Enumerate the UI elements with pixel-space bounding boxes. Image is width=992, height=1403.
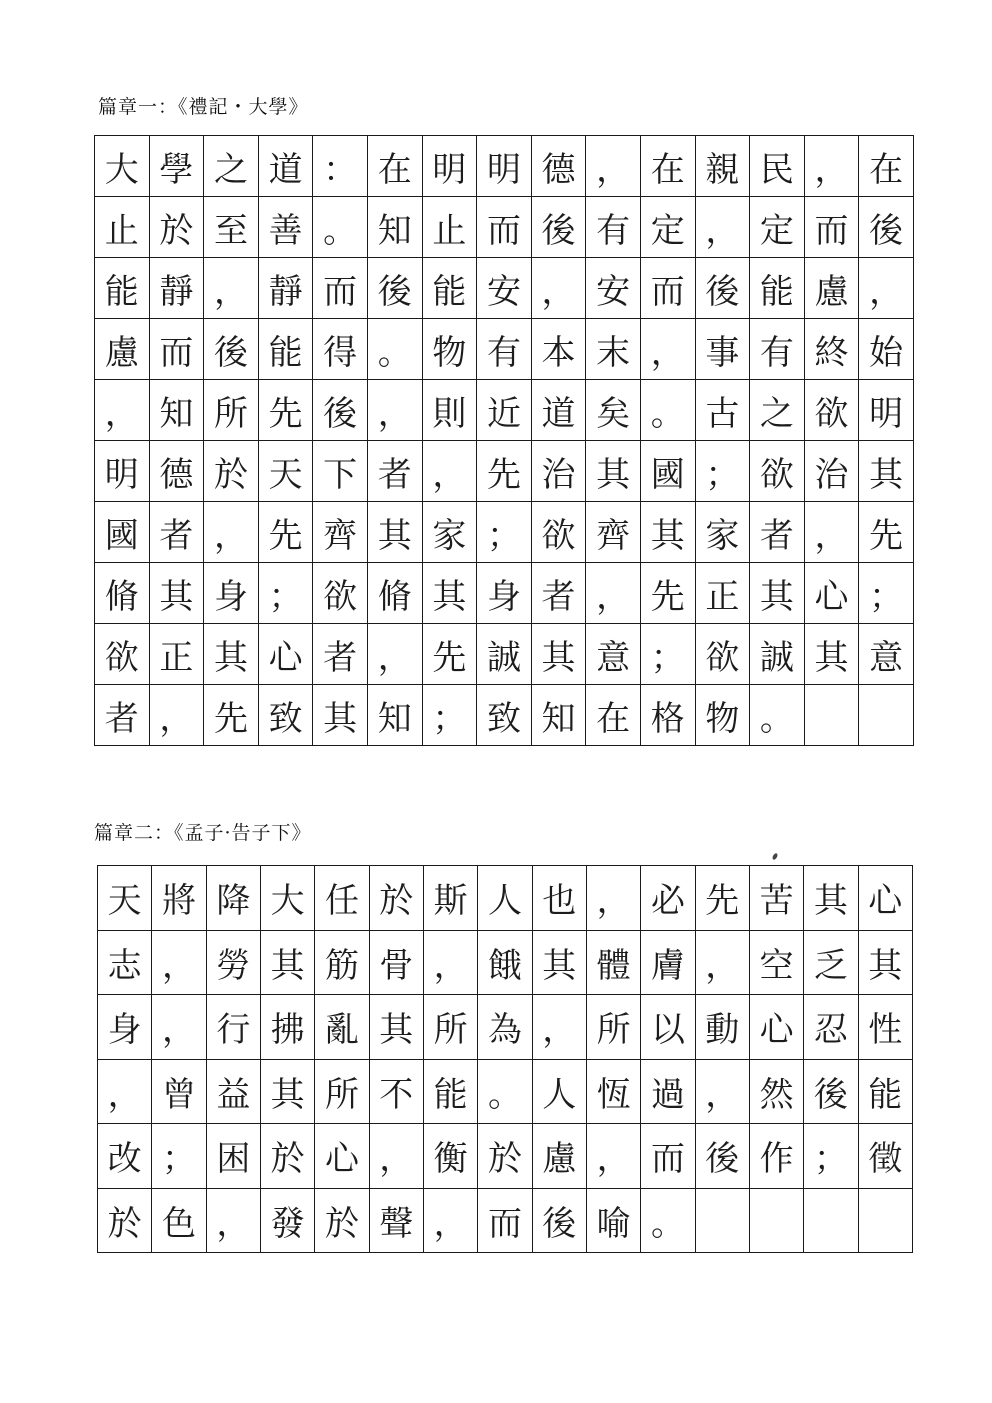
grid-cell: 其 (313, 685, 368, 746)
grid-cell: 餓 (478, 930, 532, 995)
grid-cell: 治 (804, 441, 859, 502)
grid-cell: 者 (367, 441, 422, 502)
grid-cell: 後 (531, 197, 586, 258)
grid-row (98, 995, 913, 1060)
grid-cell: 欲 (695, 624, 750, 685)
grid-cell: 其 (804, 866, 858, 931)
grid-cell: ， (695, 197, 750, 258)
grid-cell: ， (586, 136, 641, 197)
grid-cell: 徵 (858, 1124, 912, 1189)
grid-cell: 在 (586, 685, 641, 746)
grid-cell: 行 (206, 995, 260, 1060)
grid-cell: 後 (695, 1124, 749, 1189)
grid-cell: 善 (258, 197, 313, 258)
grid-cell: ， (640, 319, 695, 380)
grid-cell: ， (804, 136, 859, 197)
grid-cell: 益 (206, 1059, 260, 1124)
grid-cell: 明 (477, 136, 532, 197)
grid-cell: 之 (750, 380, 805, 441)
grid-cell: 先 (258, 502, 313, 563)
grid-cell: 至 (204, 197, 259, 258)
grid-cell: 體 (586, 930, 640, 995)
grid-cell: 降 (206, 866, 260, 931)
grid-cell: 於 (204, 441, 259, 502)
grid-cell: ， (422, 441, 477, 502)
grid-cell: 所 (423, 995, 477, 1060)
grid-cell: ， (531, 258, 586, 319)
grid-cell: 格 (640, 685, 695, 746)
grid-cell: 意 (586, 624, 641, 685)
grid-cell: 亂 (315, 995, 369, 1060)
grid-cell: 大 (95, 136, 150, 197)
grid-cell: 勞 (206, 930, 260, 995)
grid-cell: 道 (531, 380, 586, 441)
grid-cell: 定 (640, 197, 695, 258)
grid-cell: 先 (640, 563, 695, 624)
grid-cell: 先 (422, 624, 477, 685)
grid-cell (749, 1188, 803, 1253)
grid-cell: 發 (260, 1188, 314, 1253)
grid-cell: 。 (641, 1188, 695, 1253)
grid-cell: 而 (149, 319, 204, 380)
grid-cell: 者 (95, 685, 150, 746)
grid-row (98, 1059, 913, 1124)
grid-cell: 其 (859, 441, 914, 502)
grid-cell: 必 (641, 866, 695, 931)
grid-cell: 性 (858, 995, 912, 1060)
grid-cell: 物 (695, 685, 750, 746)
grid-cell: 慮 (532, 1124, 586, 1189)
grid-row (95, 441, 914, 502)
grid-cell: 而 (804, 197, 859, 258)
grid-cell: 下 (313, 441, 368, 502)
grid-cell: 所 (315, 1059, 369, 1124)
grid-cell: 者 (313, 624, 368, 685)
grid-cell: 色 (152, 1188, 206, 1253)
grid-cell: 正 (695, 563, 750, 624)
grid-cell: 先 (204, 685, 259, 746)
grid-cell: 困 (206, 1124, 260, 1189)
grid-cell: 正 (149, 624, 204, 685)
grid-cell: 欲 (313, 563, 368, 624)
grid-cell: 為 (478, 995, 532, 1060)
grid-cell: ， (98, 1059, 152, 1124)
grid-cell: 心 (258, 624, 313, 685)
grid-cell: 於 (260, 1124, 314, 1189)
grid-cell: 而 (313, 258, 368, 319)
grid-cell: 能 (750, 258, 805, 319)
grid-cell: 衡 (423, 1124, 477, 1189)
grid-cell: 家 (695, 502, 750, 563)
grid-cell: 治 (531, 441, 586, 502)
grid-cell: ： (313, 136, 368, 197)
grid-cell: 。 (478, 1059, 532, 1124)
grid-cell: 靜 (149, 258, 204, 319)
grid-cell: 拂 (260, 995, 314, 1060)
grid-cell: ； (695, 441, 750, 502)
grid-cell: 苦 (749, 866, 803, 931)
grid-row (95, 624, 914, 685)
grid-cell: 物 (422, 319, 477, 380)
grid-cell: 矣 (586, 380, 641, 441)
grid-cell: 知 (149, 380, 204, 441)
grid-cell: 其 (369, 995, 423, 1060)
grid-cell: 天 (98, 866, 152, 931)
grid-row (95, 563, 914, 624)
grid-cell: 後 (859, 197, 914, 258)
grid-cell: ， (695, 930, 749, 995)
grid-cell: 也 (532, 866, 586, 931)
grid-cell: 有 (750, 319, 805, 380)
grid-cell: 所 (204, 380, 259, 441)
grid-cell: ； (152, 1124, 206, 1189)
grid-cell: 本 (531, 319, 586, 380)
grid-cell: 曾 (152, 1059, 206, 1124)
grid-cell: 德 (149, 441, 204, 502)
grid-cell: 其 (532, 930, 586, 995)
grid-cell: 者 (531, 563, 586, 624)
grid-cell: 在 (859, 136, 914, 197)
grid-cell: 其 (750, 563, 805, 624)
grid-cell: 民 (750, 136, 805, 197)
grid-cell: ， (206, 1188, 260, 1253)
grid-cell: ； (477, 502, 532, 563)
grid-cell: 學 (149, 136, 204, 197)
grid-cell: ， (586, 563, 641, 624)
grid-cell: 有 (477, 319, 532, 380)
grid-cell: 於 (149, 197, 204, 258)
grid-cell (859, 685, 914, 746)
grid-row (95, 136, 914, 197)
grid-cell: 欲 (95, 624, 150, 685)
grid-cell: ， (586, 1124, 640, 1189)
writing-grid-2 (97, 865, 913, 1253)
grid-cell: 心 (804, 563, 859, 624)
grid-cell: 其 (204, 624, 259, 685)
grid-cell: 先 (859, 502, 914, 563)
grid-cell: 國 (640, 441, 695, 502)
grid-cell (695, 1188, 749, 1253)
grid-cell: 脩 (95, 563, 150, 624)
grid-cell: 而 (477, 197, 532, 258)
grid-cell: 後 (367, 258, 422, 319)
grid-cell: 止 (422, 197, 477, 258)
grid-cell: ， (152, 995, 206, 1060)
grid-cell: 而 (641, 1124, 695, 1189)
grid-cell: ， (204, 502, 259, 563)
grid-cell: 誠 (750, 624, 805, 685)
grid-cell: 忍 (804, 995, 858, 1060)
grid-cell: ， (204, 258, 259, 319)
grid-cell: 身 (477, 563, 532, 624)
grid-cell: 慮 (804, 258, 859, 319)
grid-cell: 欲 (750, 441, 805, 502)
grid-cell: ， (369, 1124, 423, 1189)
grid-cell: ， (804, 502, 859, 563)
grid-cell: 於 (98, 1188, 152, 1253)
grid-cell: ； (258, 563, 313, 624)
grid-cell: 心 (749, 995, 803, 1060)
grid-cell: 將 (152, 866, 206, 931)
grid-cell: 靜 (258, 258, 313, 319)
grid-cell: ； (422, 685, 477, 746)
grid-cell: 後 (313, 380, 368, 441)
grid-cell: 。 (640, 380, 695, 441)
grid-cell: 能 (858, 1059, 912, 1124)
grid-cell: 古 (695, 380, 750, 441)
grid-cell: ， (152, 930, 206, 995)
grid-cell: 其 (422, 563, 477, 624)
grid-cell: 動 (695, 995, 749, 1060)
grid-cell: 不 (369, 1059, 423, 1124)
grid-row (95, 685, 914, 746)
grid-cell: 得 (313, 319, 368, 380)
grid-row (95, 258, 914, 319)
grid-cell: ， (367, 380, 422, 441)
grid-cell: 致 (477, 685, 532, 746)
grid-cell: 膚 (641, 930, 695, 995)
grid-cell: ， (586, 866, 640, 931)
grid-cell: 脩 (367, 563, 422, 624)
grid-cell: 而 (640, 258, 695, 319)
grid-cell: 親 (695, 136, 750, 197)
grid-cell: 後 (804, 1059, 858, 1124)
grid-cell: 慮 (95, 319, 150, 380)
section-title-1: 篇章一：《禮記・大學》 (98, 96, 309, 118)
grid-cell: ； (804, 1124, 858, 1189)
grid-cell: ， (367, 624, 422, 685)
grid-cell: 德 (531, 136, 586, 197)
grid-cell: 安 (586, 258, 641, 319)
grid-cell: 其 (640, 502, 695, 563)
grid-cell: 喻 (586, 1188, 640, 1253)
grid-cell (804, 685, 859, 746)
grid-cell: 先 (258, 380, 313, 441)
grid-cell: 安 (477, 258, 532, 319)
grid-cell: 。 (313, 197, 368, 258)
grid-cell: 國 (95, 502, 150, 563)
grid-cell: 止 (95, 197, 150, 258)
grid-cell: 恆 (586, 1059, 640, 1124)
grid-cell: 其 (260, 1059, 314, 1124)
grid-cell: 有 (586, 197, 641, 258)
grid-cell: 天 (258, 441, 313, 502)
grid-cell: 身 (98, 995, 152, 1060)
grid-cell: 筋 (315, 930, 369, 995)
grid-cell: 作 (749, 1124, 803, 1189)
grid-cell: 始 (859, 319, 914, 380)
grid-cell: ； (859, 563, 914, 624)
grid-cell: 然 (749, 1059, 803, 1124)
grid-cell: 斯 (423, 866, 477, 931)
grid-row (95, 319, 914, 380)
grid-cell: 者 (149, 502, 204, 563)
grid-cell (858, 1188, 912, 1253)
grid-cell: 終 (804, 319, 859, 380)
grid-cell: 其 (804, 624, 859, 685)
grid-cell: ， (423, 1188, 477, 1253)
grid-cell: 者 (750, 502, 805, 563)
grid-cell: 能 (258, 319, 313, 380)
grid-cell: 心 (315, 1124, 369, 1189)
section-title-2: 篇章二：《孟子·告子下》 (94, 822, 312, 844)
grid-cell: ； (640, 624, 695, 685)
grid-cell: ， (95, 380, 150, 441)
grid-cell: 心 (858, 866, 912, 931)
grid-cell: 在 (640, 136, 695, 197)
grid-cell: 其 (260, 930, 314, 995)
grid-cell: 人 (478, 866, 532, 931)
grid-cell: 之 (204, 136, 259, 197)
grid-cell: 明 (422, 136, 477, 197)
grid-cell: 知 (367, 197, 422, 258)
grid-cell: 末 (586, 319, 641, 380)
grid-cell: 聲 (369, 1188, 423, 1253)
grid-row (98, 1124, 913, 1189)
grid-cell: 先 (695, 866, 749, 931)
grid-cell: ， (149, 685, 204, 746)
grid-cell: 先 (477, 441, 532, 502)
grid-cell: 過 (641, 1059, 695, 1124)
grid-cell: 事 (695, 319, 750, 380)
grid-cell: 於 (315, 1188, 369, 1253)
grid-cell: 則 (422, 380, 477, 441)
grid-cell: 以 (641, 995, 695, 1060)
grid-cell: ， (532, 995, 586, 1060)
grid-cell: 志 (98, 930, 152, 995)
grid-cell: 其 (149, 563, 204, 624)
grid-cell: 其 (367, 502, 422, 563)
grid-cell: 齊 (586, 502, 641, 563)
grid-cell: 其 (586, 441, 641, 502)
grid-cell: 家 (422, 502, 477, 563)
grid-cell: 。 (367, 319, 422, 380)
grid-cell: 任 (315, 866, 369, 931)
grid-cell: 能 (95, 258, 150, 319)
grid-cell: 改 (98, 1124, 152, 1189)
grid-cell: 人 (532, 1059, 586, 1124)
grid-cell: 明 (859, 380, 914, 441)
grid-row (98, 930, 913, 995)
grid-cell: 明 (95, 441, 150, 502)
grid-cell: 知 (531, 685, 586, 746)
grid-cell: 意 (859, 624, 914, 685)
grid-cell: 骨 (369, 930, 423, 995)
grid-cell: 而 (478, 1188, 532, 1253)
grid-cell: 。 (750, 685, 805, 746)
grid-cell: 其 (858, 930, 912, 995)
grid-cell: 於 (478, 1124, 532, 1189)
grid-cell: 致 (258, 685, 313, 746)
grid-cell: 其 (531, 624, 586, 685)
grid-cell: 後 (204, 319, 259, 380)
grid-cell: 於 (369, 866, 423, 931)
grid-cell: 後 (532, 1188, 586, 1253)
grid-cell: 乏 (804, 930, 858, 995)
grid-row (95, 380, 914, 441)
grid-cell: 所 (586, 995, 640, 1060)
grid-cell: 身 (204, 563, 259, 624)
writing-grid-1 (94, 135, 914, 746)
grid-cell: 後 (695, 258, 750, 319)
grid-row (95, 197, 914, 258)
grid-cell: 道 (258, 136, 313, 197)
grid-cell: 在 (367, 136, 422, 197)
grid-row (98, 1188, 913, 1253)
grid-cell: 知 (367, 685, 422, 746)
ink-speck (772, 852, 779, 860)
grid-cell: ， (423, 930, 477, 995)
grid-cell: 空 (749, 930, 803, 995)
grid-cell: 欲 (531, 502, 586, 563)
grid-row (98, 866, 913, 931)
grid-cell: 能 (423, 1059, 477, 1124)
grid-cell: 欲 (804, 380, 859, 441)
grid-cell (804, 1188, 858, 1253)
grid-cell: ， (695, 1059, 749, 1124)
grid-cell: 齊 (313, 502, 368, 563)
grid-cell: 近 (477, 380, 532, 441)
grid-cell: 定 (750, 197, 805, 258)
grid-cell: 能 (422, 258, 477, 319)
grid-row (95, 502, 914, 563)
grid-cell: ， (859, 258, 914, 319)
grid-cell: 誠 (477, 624, 532, 685)
grid-cell: 大 (260, 866, 314, 931)
